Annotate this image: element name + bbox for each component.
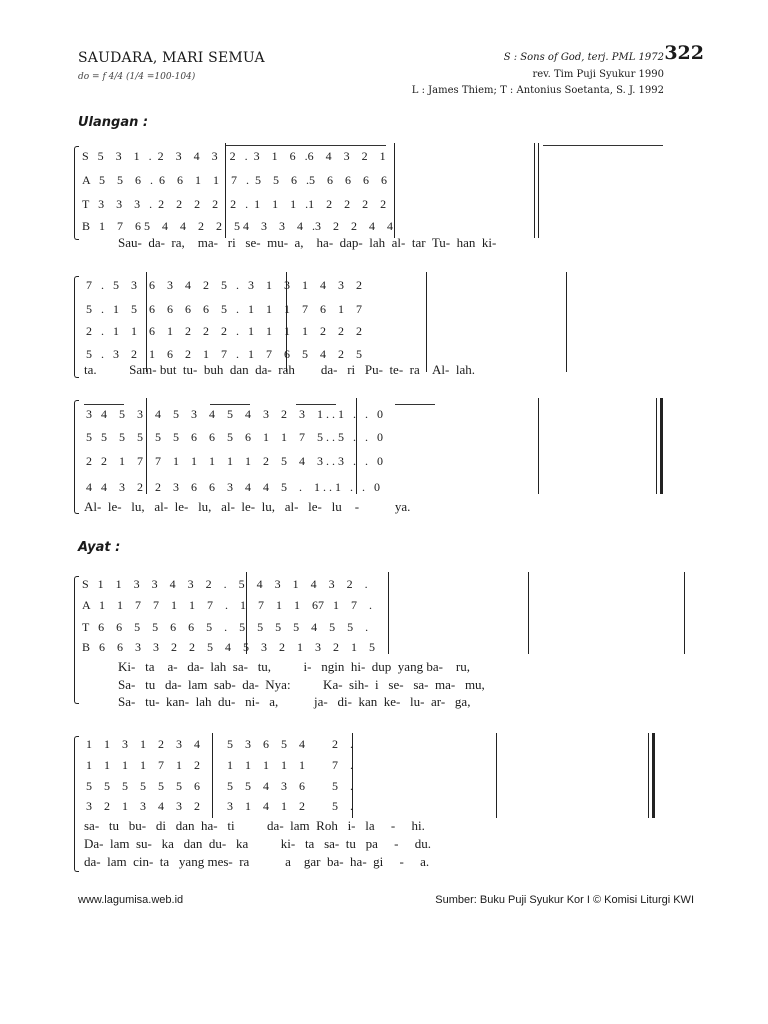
lyrics-verse-2: Da- lam su- ka dan du- ka ki- ta sa- tu pa - du. (84, 836, 431, 851)
soprano-line: S 1 1 3 3 4 3 2 . 5 4 3 1 4 3 2 . (82, 577, 368, 591)
bass-line: B 6 6 3 3 2 2 5 4 5 3 2 1 3 2 1 5 (82, 640, 376, 654)
barline (496, 733, 497, 818)
barline (394, 143, 395, 238)
lyrics-verse-3: Sa- tu- kan- lah du- ni- a, ja- di- kan ke- lu- ar- ga, (118, 694, 471, 709)
tenor-line: T 3 3 3 . 2 2 2 2 2 . 1 1 1 .1 2 2 2 2 (82, 197, 387, 211)
song-title: SAUDARA, MARI SEMUA (78, 50, 265, 66)
system-brace (74, 400, 79, 514)
beam (210, 404, 250, 405)
barline (684, 572, 685, 654)
lyrics-verse-2: Sa- tu da- lam sab- da- Nya: Ka- sih- i se- sa- ma- mu, (118, 677, 485, 692)
barline (534, 143, 535, 238)
soprano-line: S 5 3 1 . 2 3 4 3 2 . 3 1 6 .6 4 3 2 1 (82, 149, 386, 163)
lyrics-line: Sau- da- ra, ma- ri se- mu- a, ha- dap- lah al- tar Tu- han ki- (118, 235, 497, 250)
bass-line: 5 . 3 2 1 6 2 1 7 . 1 7 6 5 4 2 5 (86, 347, 362, 361)
barline (566, 272, 567, 372)
tenor-line: 2 . 1 1 6 1 2 2 2 . 1 1 1 1 2 2 2 (86, 324, 362, 338)
alto-line: 5 5 5 5 5 5 6 6 5 6 1 1 7 5 . . 5 . . 0 (86, 430, 383, 444)
barline (388, 572, 389, 654)
source-credit: S : Sons of God, terj. PML 1972 (503, 52, 664, 63)
system-brace (74, 146, 79, 240)
refrain-heading: Ulangan : (78, 115, 149, 130)
soprano-line: 1 1 3 1 2 3 4 5 3 6 5 4 2 . (86, 737, 353, 751)
lyrics-line: ta. Sam- but tu- buh dan da- rah da- ri Pu- te- ra Al- lah. (84, 362, 475, 377)
alto-line: 5 . 1 5 6 6 6 6 5 . 1 1 1 7 6 1 7 (86, 302, 362, 316)
website-link[interactable]: www.lagumisa.web.id (78, 894, 184, 906)
hymn-number: 322 (664, 42, 704, 64)
bass-line: 4 4 3 2 2 3 6 6 3 4 4 5 . 1 . . 1 . . 0 (86, 480, 380, 494)
final-barline-thick (660, 398, 663, 494)
soprano-line: 7 . 5 3 6 3 4 2 5 . 3 1 3 1 4 3 2 (86, 278, 362, 292)
beam (395, 404, 435, 405)
final-barline (656, 398, 657, 494)
system-brace (74, 576, 79, 704)
barline (538, 398, 539, 494)
final-barline-thick (652, 733, 655, 818)
bass-line: B 1 7 6 5 4 4 2 2 5 4 3 3 4 .3 2 2 4 4 (82, 219, 394, 233)
tenor-line: 2 2 1 7 7 1 1 1 1 1 2 5 4 3 . . 3 . . 0 (86, 454, 383, 468)
lyrics-verse-1: sa- tu bu- di dan ha- ti da- lam Roh i- la - hi. (84, 818, 425, 833)
final-barline (648, 733, 649, 818)
system-brace (74, 736, 79, 872)
lyrics-verse-1: Ki- ta a- da- lah sa- tu, i- ngin hi- dup yang ba- ru, (118, 659, 471, 674)
system-brace (74, 276, 79, 378)
beam (543, 145, 663, 146)
soprano-line: 3 4 5 3 4 5 3 4 5 4 3 2 3 1 . . 1 . . 0 (86, 407, 383, 421)
beam (296, 404, 336, 405)
tempo-marking: do = f 4/4 (1/4 =100-104) (78, 72, 196, 82)
verse-heading: Ayat : (78, 540, 121, 555)
lyrics-verse-3: da- lam cin- ta yang mes- ra a gar ba- ha- gi - a. (84, 854, 430, 869)
beam (84, 404, 124, 405)
alto-line: 1 1 1 1 7 1 2 1 1 1 1 1 7 . (86, 758, 353, 772)
alto-line: A 5 5 6 . 6 6 1 1 7 . 5 5 6 .5 6 6 6 6 (82, 173, 388, 187)
beam (226, 145, 386, 146)
barline (426, 272, 427, 372)
barline (538, 143, 539, 238)
tenor-line: 5 5 5 5 5 5 6 5 5 4 3 6 5 . (86, 779, 353, 793)
bass-line: 3 2 1 3 4 3 2 3 1 4 1 2 5 . (86, 799, 353, 813)
revision-credit: rev. Tim Puji Syukur 1990 (532, 69, 664, 80)
author-credit: L : James Thiem; T : Antonius Soetanta, S. J. 1992 (411, 85, 664, 96)
alto-line: A 1 1 7 7 1 1 7 . 1 7 1 1 67 1 7 . (82, 598, 373, 612)
source-note: Sumber: Buku Puji Syukur Kor I © Komisi Liturgi KWI (435, 894, 694, 906)
lyrics-line: Al- le- lu, al- le- lu, al- le- lu, al- le- lu - ya. (84, 499, 411, 514)
tenor-line: T 6 6 5 5 6 6 5 . 5 5 5 5 4 5 5 . (82, 620, 369, 634)
barline (528, 572, 529, 654)
